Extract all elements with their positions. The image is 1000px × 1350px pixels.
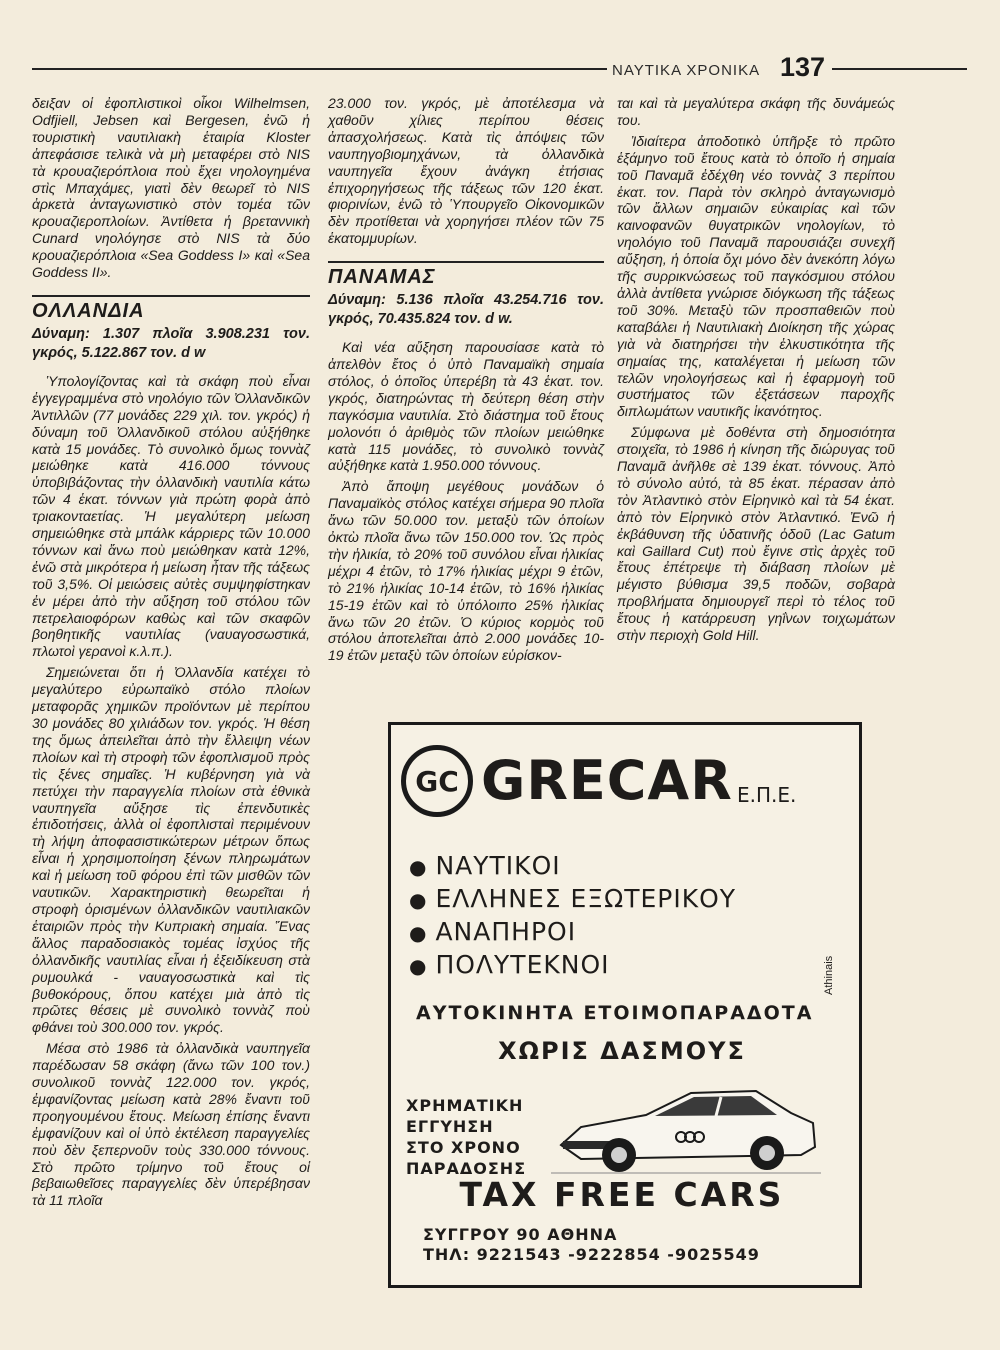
ad-phone: ΤΗΛ: 9221543 -9222854 -9025549 [423,1245,760,1264]
section-stats-netherlands: Δύναμη: 1.307 πλοῖα 3.908.231 τον. γκρός, 5.122.867 τον. d w [32,325,310,361]
ad-tax-free-headline: TAX FREE CARS [459,1175,785,1214]
ad-agency-credit: Athinais [823,955,835,995]
ad-bullet-item: ● ΑΝΑΠΗΡΟΙ [409,917,577,946]
ad-bullet-label: ΑΝΑΠΗΡΟΙ [435,917,577,946]
ad-contact-block [423,1225,760,1265]
ad-bullet-item: ● ΠΟΛΥΤΕΚΝΟΙ [409,950,610,979]
ad-bullet-label: ΠΟΛΥΤΕΚΝΟΙ [435,950,610,979]
ad-address: ΣΥΓΓΡΟΥ 90 ΑΘΗΝΑ [423,1225,618,1244]
ad-bullet-label: ΝΑΥΤΙΚΟΙ [435,851,561,880]
col2-paragraph: Καὶ νέα αὔξηση παρουσίασε κατὰ τὸ ἀπελθὸν ἔτος ὁ ὑπὸ Παναμαϊκὴ σημαία στόλος, ὁ ὁποῖος ὑπερέβη τὰ 43 ἑκατ. τον. γκρός, διατηρώντας τὴ δεύτερη θέση στὴν παγκόσμια ναυτιλία. Στὸ διάστημα τοῦ ἔτους μολονότι ὁ ἀριθμὸς τῶν πλοίων μειώθηκε κατὰ 115 μονάδες, τὸ συνολικὸ τοννὰζ αὐξήθηκε κατὰ 1.950.000 τόννους. [328,339,604,474]
ad-bullet-list [409,850,829,982]
ad-ready-cars-line: ΑΥΤΟΚΙΝΗΤΑ ΕΤΟΙΜΟΠΑΡΑΔΟΤΑ [416,1002,814,1024]
ad-bullet-label: ΕΛΛΗΝΕΣ ΕΞΩΤΕΡΙΚΟΥ [435,884,737,913]
col1-intro-paragraph: δειξαν οἱ ἐφοπλιστικοὶ οἶκοι Wilhelmsen, Odfjiell, Jebsen καὶ Bergesen, ἐνῶ ἡ τουριστικὴ ναυτιλιακὴ ἑταιρία Kloster ἀπεφάσισε τελικὰ νὰ μὴ μεταφέρει στὸ NIS τὰ κρουαζιερόπλοια ποὺ ἔχει νηολογημένα στὶς Μπαχάμες, γιατὶ δὲν θεωρεῖ τὸ NIS ἀρκετὰ ἀνταγωνιστικὸ στὸν τομέα τῶν κρουαζιεροπλοίων. Ἀντίθετα ἡ βρεταννικὴ Cunard νηολόγησε στὸ NIS τὰ δύο κρουαζιερόπλοια «Sea Goddess I» καὶ «Sea Goddess II». [32,95,310,281]
header-rule-right [832,68,967,70]
ad-brand-suffix: Ε.Π.Ε. [737,783,797,807]
page-number: 137 [780,52,826,82]
section-title-netherlands: ΟΛΛΑΝΔΙΑ [32,299,145,322]
ad-duty-free-line: ΧΩΡΙΣ ΔΑΣΜΟΥΣ [498,1037,746,1065]
col3-intro-paragraph: ται καὶ τὰ μεγαλύτερα σκάφη τῆς δυνάμεώς του. [617,95,895,128]
ad-financing-text [406,1095,526,1179]
ad-logo-row [401,743,841,823]
section-stats-panama: Δύναμη: 5.136 πλοῖα 43.254.716 τον. γκρός, 70.435.824 τον. d w. [328,292,604,328]
column-3 [617,95,895,648]
col2-intro-paragraph: 23.000 τον. γκρός, μὲ ἀποτέλεσμα νὰ χαθοῦν χίλιες περίπου θέσεις ἀπασχολήσεως. Κατὰ τὶς ἀπόψεις τῶν ναυπηγοβιομηχάνων, τὰ ὀλλανδικὰ ναυπηγεῖα ἔχουν ἀνάγκη ἐτήσιας ἐπιχορηγήσεως τῆς τάξεως τῶν 120 ἑκατ. φιορινίων, ἐνῶ τὸ Ὑπουργεῖο Οἰκονομικῶν δὲν προτίθεται νὰ χορηγήσει πλέον τῶν 75 ἑκατομμυρίων. [328,95,604,247]
col1-paragraph: Μέσα στὸ 1986 τὰ ὀλλανδικὰ ναυπηγεῖα παρέδωσαν 58 σκάφη (ἄνω τῶν 100 τον.) συνολικοῦ τοννὰζ 122.000 τον. γκρός, ἐμφανίζοντας μείωση κατὰ 28% ἔναντι τοῦ προηγουμένου ἔτους. Μείωση ἐπίσης ἔναντι ἐμφανίζουν καὶ οἱ ὑπὸ ἐκτέλεση παραγγελίες ποὺ δὲν ξεπερνοῦν τοὺς 330.000 τόννους. Στὸ πρῶτο τρίμηνο τοῦ ἔτους οἱ βεβαιωθεῖσες παραγγελίες δὲν ὑπερέβησαν τὰ 11 πλοῖα [32,1040,310,1209]
ad-financing-line: ΕΓΓΥΗΣΗ [406,1117,494,1136]
ad-financing-line: ΣΤΟ ΧΡΟΝΟ [406,1138,521,1157]
section-title-panama: ΠΑΝΑΜΑΣ [328,266,436,289]
grecar-advertisement [388,722,862,1288]
col1-paragraph: Σημειώνεται ὅτι ἡ Ὀλλανδία κατέχει τὸ μεγαλύτερο εὐρωπαϊκὸ στόλο πλοίων μεταφορᾶς χημικῶν προϊόντων μὲ περίπου 30 μονάδες 80 χιλιάδων τον. γκρός. Ἡ θέση της ὅμως ἀπειλεῖται ἀπὸ τὴν ἔλλειψη νέων πλοίων καὶ τὴ στροφὴ τῶν ἐφοπλισμοῦ πρὸς τὶς ξένες σημαῖες. Ἡ κυβέρνηση γιὰ νὰ πετύχει τὴν παραγγελία πλοίων στὰ ἐθνικὰ ναυπηγεῖα αὔξησε τὶς ἐπενδυτικὲς ἐπιδοτήσεις, ἀλλὰ οἱ ἐφοπλισταὶ περιμένουν τὴ λήψη ἀποφασιστικώτερων μέτρων ὅπως εἶναι ἡ χρησιμοποίηση ξένων πληρωμάτων καὶ ἡ μείωση τοῦ φόρου ἐπὶ τῶν μισθῶν τῶν ναυτικῶν. Χαρακτηριστικὴ θεωρεῖται ἡ στροφὴ ὁρισμένων ὀλλανδικῶν ναυτιλιακῶν ἑταιριῶν πρὸς τὴν Κυπριακὴ σημαία. Ἕνας ἄλλος παραδοσιακὸς τομέας ἰσχύος τῆς ὀλλανδικῆς ναυτιλίας εἶναι ἡ ἐξειδίκευση στὰ ρυμουλκά - ναυαγοσωστικὰ καὶ τὶς βυθοκόρους, ὅπου κατέχει μιὰ ἀπὸ τὶς πρῶτες θέσεις μὲ συνολικὸ τοννὰζ ποὺ φθάνει τοὺ 300.000 τον. γκρός. [32,664,310,1036]
running-title: ΝΑΥΤΙΚΑ ΧΡΟΝΙΚΑ [612,62,761,79]
section-rule [32,295,310,297]
column-1 [32,95,310,1213]
ad-financing-line: ΧΡΗΜΑΤΙΚΗ [406,1096,524,1115]
col3-paragraph: Ἰδιαίτερα ἀποδοτικὸ ὑπῆρξε τὸ πρῶτο ἑξάμηνο τοῦ ἔτους κατὰ τὸ ὁποῖο ἡ σημαία τοῦ Παναμᾶ ἐδέχθη νέο τοννὰζ 3 περίπου ἑκατ. τον. Παρὰ τὸν σκληρὸ ἀνταγωνισμὸ τῶν ἄλλων σημαιῶν εὐκαιρίας καὶ τῶν καινοφανῶν θυγατρικῶν νηολογίων, τὸ νηολόγιο τοῦ Παναμᾶ παρουσιάζει συνεχῆ αὔξηση, ἡ ὁποία ὄχι μόνο δὲν ἀνεκόπη λόγω τῆς συρρικνώσεως τοῦ παγκόσμιου στόλου ἀλλὰ ἀντίθετα γνώρισε διόγκωση τῆς τάξεως τοῦ 30%. Μεταξὺ τῶν προσπαθειῶν ποὺ καταβάλει ἡ Ναυτιλιακὴ Διοίκηση τῆς χώρας γιὰ νὰ διατηρήσει τὴν ἑλκυστικότητα τῆς σημαίας της, καταλέγεται ἡ μείωση τῶν τελῶν νηολογήσεως καὶ ἡ ἐφαρμογὴ τοῦ συστήματος τῶν ἐξετάσεων παροχῆς διπλωμάτων ναυτικῆς ἱκανότητος. [617,132,895,420]
col1-paragraph: Ὑπολογίζοντας καὶ τὰ σκάφη ποὺ εἶναι ἐγγεγραμμένα στὸ νηολόγιο τῶν Ὀλλανδικῶν Ἀντιλλῶν (77 μονάδες 229 χιλ. τον. γκρός) ἡ δύναμη τοῦ Ὀλλανδικοῦ στόλου αὐξήθηκε κατὰ 15 μονάδες. Τὸ συνολικὸ ὅμως τοννὰζ μειώθηκε κατὰ 416.000 τόννους ὑποβιβάζοντας τὴν ὀλλανδικὴ ναυτιλία κάτω τῶν 4 ἑκατ. τόννων γιὰ πρώτη φορὰ ἀπὸ τριακονταετίας. Ἡ μεγαλύτερη μείωση σημειώθηκε στὰ μπάλκ κάρριερς τῶν 10.000 τόννων καὶ ἄνω ποὺ μειώθηκαν κατὰ 12%, ἐνῶ στὰ μικρότερα ἡ μείωση ἦταν τῆς τάξεως τοῦ 3,5%. Οἱ μειώσεις αὐτὲς συμψηφίστηκαν ἐν μέρει ἀπὸ τὴν αὔξηση τοῦ στόλου τῶν πετρελαιοφόρων καθὼς καὶ τῶν σκαφῶν βοηθητικῆς ναυτιλίας (ναυαγοσωστικά, πλωτοὶ γερανοὶ κ.λ.π.). [32,372,310,660]
section-rule [328,261,604,263]
ad-bullet-item: ● ΝΑΥΤΙΚΟΙ [409,851,561,880]
grecar-logo [401,745,473,817]
col2-paragraph: Ἀπὸ ἄποψη μεγέθους μονάδων ὁ Παναμαϊκὸς στόλος κατέχει σήμερα 90 πλοῖα ἄνω τῶν 50.000 τον. μεταξὺ τῶν ὁποίων ὀκτὼ πλοῖα ἄνω τῶν 150.000 τον. Ὡς πρὸς τὴν ἡλικία, τὸ 20% τοῦ συνόλου εἶναι ἡλικίας μέχρι 4 ἐτῶν, τὸ 17% ἡλικίας μέχρι 9 ἐτῶν, τὸ 21% ἡλικίας 10-14 ἐτῶν, τὸ 16% ἡλικίας 15-19 ἐτῶν καὶ τὸ ὑπόλοιπο 25% ἡλικίας ἄνω τῶν 20 ἐτῶν. Ὁ κύριος κορμὸς τοῦ στόλου ἀποτελεῖται ἀπὸ 2.000 μονάδες 10-19 ἐτῶν μεταξὺ τῶν ὁποίων εὑρίσκον- [328,478,604,664]
ad-financing-line: ΠΑΡΑΔΟΣΗΣ [406,1159,527,1178]
header-rule-left [32,68,607,70]
col3-paragraph: Σύμφωνα μὲ δοθέντα στὴ δημοσιότητα στοιχεῖα, τὸ 1986 ἡ κίνηση τῆς διώρυγας τοῦ Παναμᾶ ἀνῆλθε σὲ 139 ἑκατ. τόννους. Ἀπὸ τὸ σύνολο αὐτό, τὰ 85 ἑκατ. πέρασαν ἀπὸ τὸν Ἀτλαντικὸ στὸν Εἰρηνικὸ καὶ τὰ 54 ἑκατ. ἀπὸ τὸν Εἰρηνικὸ στὸν Ἀτλαντικό. Ἐνῶ ἡ ἐκβάθυνση τῆς ὑδατινῆς ὁδοῦ (Lac Gatum καὶ Gaillard Cut) ποὺ ἔγινε στὶς ἀρχὲς τοῦ ἔτους ἐπέτρεψε τὴ διάβαση πλοίων μὲ μέγιστο βύθισμα 39,5 ποδῶν, σοβαρὰ προβλήματα δημιουργεῖ περὶ τὸ τέλος τοῦ ἔτους ἡ κατάρρευση γηΐνων τοιχωμάτων στὴν περιοχὴ Gold Hill. [617,424,895,644]
ad-brand-name: GRECAR [481,749,733,812]
grecar-logo-text: GC [415,764,459,798]
ad-bullet-item: ● ΕΛΛΗΝΕΣ ΕΞΩΤΕΡΙΚΟΥ [409,884,737,913]
car-illustration [551,1075,821,1185]
column-2 [328,95,604,668]
